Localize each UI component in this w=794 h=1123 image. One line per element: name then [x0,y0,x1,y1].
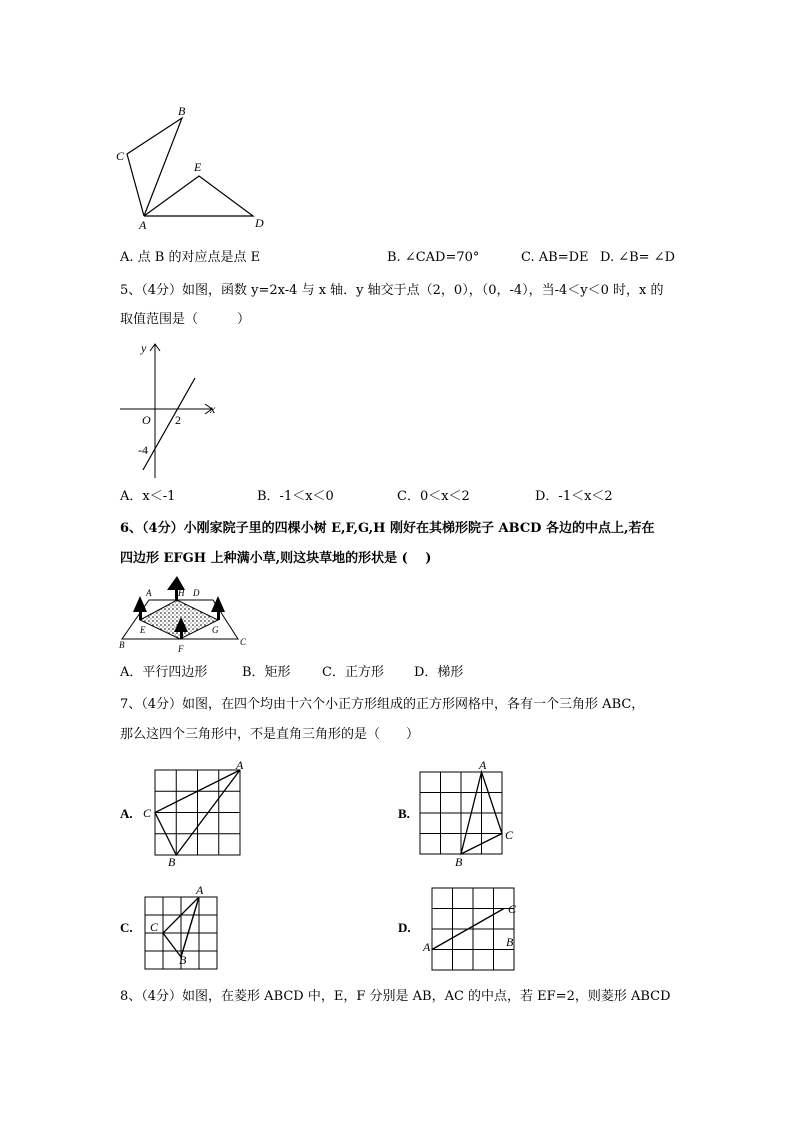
q4-option-c: C. AB=DE [521,250,589,265]
q6-option-b: B．矩形 [242,665,291,680]
q7-stem-line2: 那么这四个三角形中，不是直角三角形的是（ ） [120,727,420,742]
q5-option-c: C．0＜x＜2 [397,489,470,504]
q7-a-label-a: A [236,758,244,772]
q6-label-f: F [178,644,184,654]
q5-label-x: x [210,402,216,416]
q4-label-b: B [178,104,186,118]
q7-option-b-label: B. [398,806,410,821]
q6-label-c: C [240,637,247,647]
q7-option-d-label: D. [398,920,411,935]
q7-grid-b [420,772,502,854]
q6-option-c: C．正方形 [322,665,384,680]
q5-stem-line1: 5、（4分）如图，函数 y=2x-4 与 x 轴．y 轴交于点（2，0），（0，-4），当-4＜y＜0 时，x 的 [120,283,664,298]
q7-d-label-c: C [508,902,517,916]
q5-stem-line2: 取值范围是（ ） [120,312,251,327]
q4-option-a: A. 点 B 的对应点是点 E [120,250,261,265]
q7-c-label-b: B [179,953,187,967]
q4-label-d: D [255,216,264,230]
q5-label-y: y [141,341,147,355]
q7-c-label-c: C [150,920,159,934]
q7-grid-d [432,888,514,970]
q4-label-e: E [194,160,202,174]
q7-stem-line1: 7、（4分）如图，在四个均由十六个小正方形组成的正方形网格中，各有一个三角形 ABC， [120,697,645,712]
q7-option-a-label: A. [120,806,133,821]
q4-label-a: A [139,218,147,232]
q7-d-label-b: B [506,935,514,949]
q6-label-a: A [146,588,152,598]
q7-b-label-c: C [505,828,514,842]
q6-stem-line1: 6、（4分）小刚家院子里的四棵小树 E,F,G,H 刚好在其梯形院子 ABCD 各边的中点上,若在 [120,521,655,536]
q8-stem-line1: 8、（4分）如图，在菱形 ABCD 中，E，F 分别是 AB，AC 的中点，若 EF=2，则菱形 ABCD [120,989,671,1004]
q7-a-label-b: B [168,855,176,869]
q5-option-d: D．-1＜x＜2 [535,489,613,504]
q7-grid-a [155,770,240,855]
q5-option-a: A．x＜-1 [120,489,176,504]
q6-label-h: H [178,588,185,598]
q5-option-b: B．-1＜x＜0 [257,489,334,504]
q6-label-g: G [212,625,219,635]
q5-label-2: 2 [175,413,181,427]
q6-label-d: D [193,588,200,598]
q7-d-label-a: A [423,940,431,954]
q7-a-label-c: C [143,806,152,820]
q6-stem-line2: 四边形 EFGH 上种满小草,则这块草地的形状是 ( ) [120,551,432,566]
q4-option-d: D. ∠B= ∠D [600,250,676,265]
q4-label-c: C [116,149,125,163]
q6-option-d: D．梯形 [414,665,464,680]
q6-label-b: B [119,640,125,650]
q4-option-b: B. ∠CAD=70° [387,250,480,265]
q6-option-a: A．平行四边形 [120,665,208,680]
q7-b-label-b: B [455,855,463,869]
q7-c-label-a: A [196,883,204,897]
q5-label-neg4: -4 [138,443,148,457]
q6-label-e: E [140,625,146,635]
q5-label-o: O [142,413,151,427]
q7-option-c-label: C. [120,920,133,935]
q7-b-label-a: A [479,758,487,772]
